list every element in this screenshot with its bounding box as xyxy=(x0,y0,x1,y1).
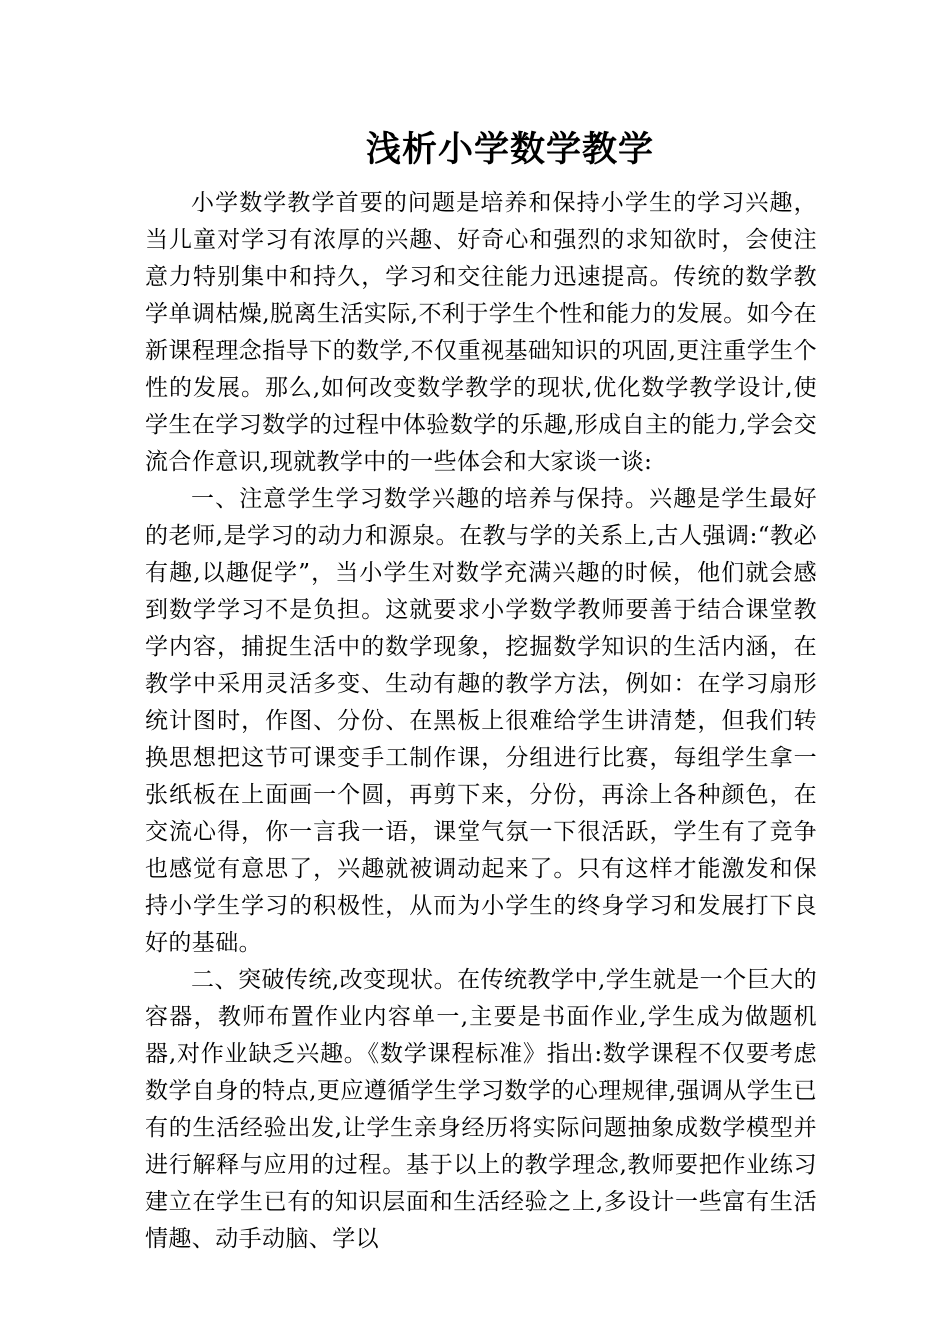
document-title: 浅析小学数学教学 xyxy=(365,130,654,170)
paragraph-section-2: 二、突破传统,改变现状。在传统教学中,学生就是一个巨大的容器，教师布置作业内容单一,主要是书面作业,学生成为做题机器,对作业缺乏兴趣。《数学课程标准》指出:数学课程不仅要考虑数学自身的特点,更应遵循学生学习数学的心理规律,强调从学生已有的生活经验出发,让学生亲身经历将实际问题抽象成数学模型并进行解释与应用的过程。基于以上的教学理念,教师要把作业练习建立在学生已有的知识层面和生活经验之上,多设计一些富有生活情趣、动手动脑、学以 xyxy=(145,967,817,1252)
paragraph-section-1: 一、注意学生学习数学兴趣的培养与保持。兴趣是学生最好的老师,是学习的动力和源泉。在教与学的关系上,古人强调:“教必有趣,以趣促学”，当小学生对数学充满兴趣的时候，他们就会感到数学学习不是负担。这就要求小学数学教师要善于结合课堂教学内容，捕捉生活中的数学现象，挖掘数学知识的生活内涵，在教学中采用灵活多变、生动有趣的教学方法，例如：在学习扇形统计图时，作图、分份、在黑板上很难给学生讲清楚，但我们转换思想把这节可课变手工制作课，分组进行比赛，每组学生拿一张纸板在上面画一个圆，再剪下来，分份，再涂上各种颜色，在交流心得，你一言我一语，课堂气氛一下很活跃，学生有了竞争也感觉有意思了，兴趣就被调动起来了。只有这样才能激发和保持小学生学习的积极性，从而为小学生的终身学习和发展打下良好的基础。 xyxy=(145,486,817,956)
paragraph-intro: 小学数学教学首要的问题是培养和保持小学生的学习兴趣，当儿童对学习有浓厚的兴趣、好奇心和强烈的求知欲时，会使注意力特别集中和持久，学习和交往能力迅速提高。传统的数学教学单调枯燥,脱离生活实际,不利于学生个性和能力的发展。如今在新课程理念指导下的数学,不仅重视基础知识的巩固,更注重学生个性的发展。那么,如何改变数学教学的现状,优化数学教学设计,使学生在学习数学的过程中体验数学的乐趣,形成自主的能力,学会交流合作意识,现就教学中的一些体会和大家谈一谈: xyxy=(145,190,817,475)
document-body xyxy=(145,185,817,1258)
